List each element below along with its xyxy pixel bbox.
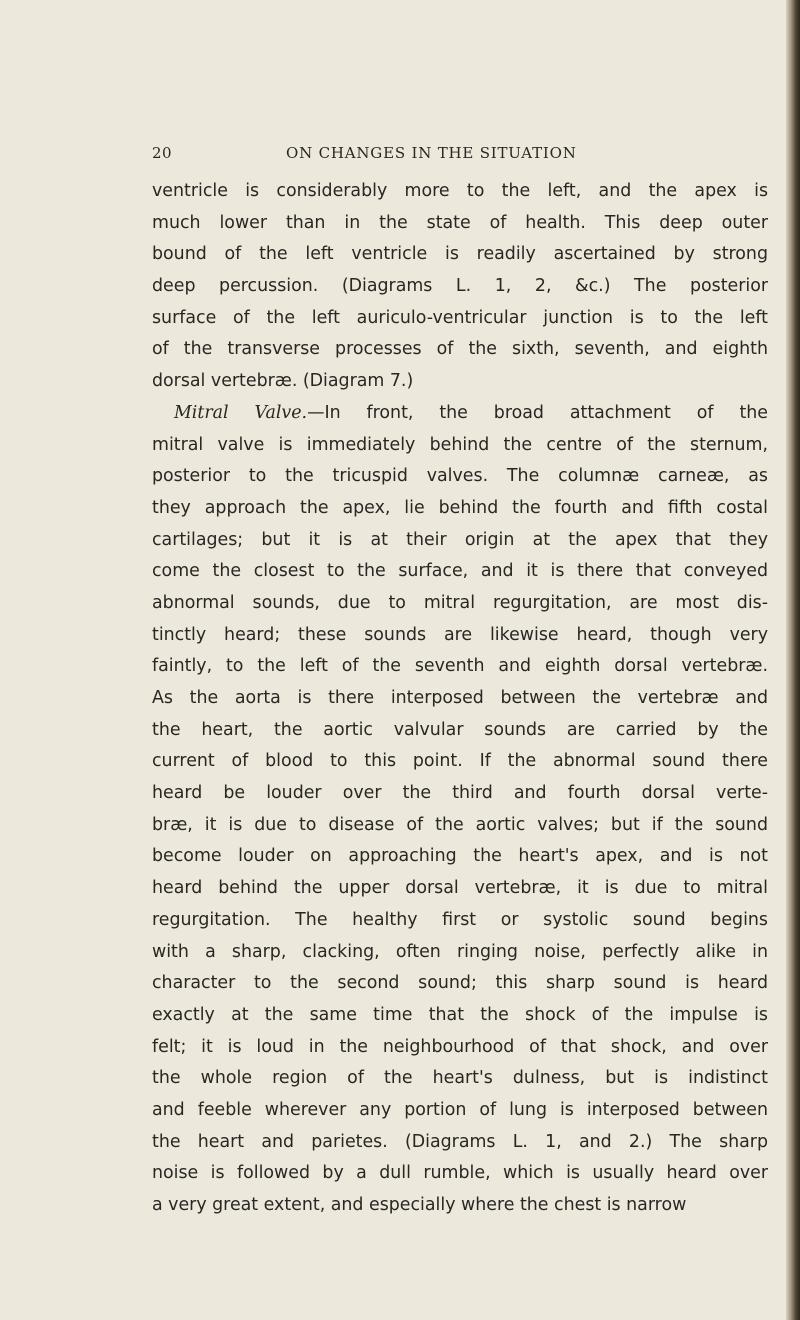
text-line: character to the second sound; this sharp sound is heard (152, 973, 768, 994)
text-line: regurgitation. The healthy first or systolic sound begins (152, 909, 768, 930)
text-line: cartilages; but it is at their origin at the apex that they (152, 529, 768, 550)
text-line: current of blood to this point. If the abnormal sound there (152, 751, 768, 772)
text-line: the whole region of the heart's dulness, but is indistinct (152, 1068, 768, 1089)
text-line: dorsal vertebræ. (Diagram 7.) (152, 371, 414, 392)
text-line: the heart and parietes. (Diagrams L. 1, and 2.) The sharp (152, 1131, 768, 1152)
text-line: posterior to the tricuspid valves. The columnæ carneæ, as (152, 466, 768, 487)
text-line: bound of the left ventricle is readily ascertained by strong (152, 244, 768, 265)
running-title: ON CHANGES IN THE SITUATION (286, 144, 577, 162)
text-line: and feeble wherever any portion of lung is interposed between (152, 1099, 768, 1120)
text-line: of the transverse processes of the sixth, seventh, and eighth (152, 339, 768, 360)
paragraph-start-line (152, 398, 768, 430)
text-line: deep percussion. (Diagrams L. 1, 2, &c.) The posterior (152, 276, 768, 297)
page-number: 20 (152, 144, 173, 162)
text-line: exactly at the same time that the shock of the impulse is (152, 1004, 768, 1025)
text-line: much lower than in the state of health. This deep outer (152, 212, 768, 233)
page-edge-shadow (786, 0, 800, 1320)
text-line: heard behind the upper dorsal vertebræ, it is due to mitral (152, 878, 768, 899)
text-line-rest: —In front, the broad attachment of the (307, 402, 768, 423)
text-line: As the aorta is there interposed between the vertebræ and (152, 688, 768, 708)
text-line: noise is followed by a dull rumble, which is usually heard over (152, 1163, 768, 1184)
running-head (0, 144, 800, 166)
text-line: they approach the apex, lie behind the fourth and fifth costal (152, 497, 768, 518)
text-line: with a sharp, clacking, often ringing noise, perfectly alike in (152, 941, 768, 962)
text-line: come the closest to the surface, and it is there that conveyed (152, 561, 768, 582)
text-line: bræ, it is due to disease of the aortic valves; but if the sound (152, 814, 768, 835)
text-line: felt; it is loud in the neighbourhood of that shock, and over (152, 1036, 768, 1057)
text-line: a very great extent, and especially where the chest is narrow (152, 1195, 687, 1215)
body-text (152, 176, 768, 1222)
text-line: faintly, to the left of the seventh and eighth dorsal vertebræ. (152, 656, 768, 677)
text-line: heard be louder over the third and fourth dorsal verte- (152, 783, 768, 804)
section-heading: Mitral Valve. (174, 402, 308, 423)
text-line: tinctly heard; these sounds are likewise heard, though very (152, 624, 768, 645)
text-line: become louder on approaching the heart's apex, and is not (152, 846, 768, 867)
text-line: surface of the left auriculo-ventricular junction is to the left (152, 307, 768, 328)
text-line: ventricle is considerably more to the left, and the apex is (152, 181, 768, 201)
text-line: mitral valve is immediately behind the centre of the sternum, (152, 434, 768, 455)
text-line: abnormal sounds, due to mitral regurgitation, are most dis- (152, 592, 768, 613)
text-line: the heart, the aortic valvular sounds are carried by the (152, 719, 768, 740)
